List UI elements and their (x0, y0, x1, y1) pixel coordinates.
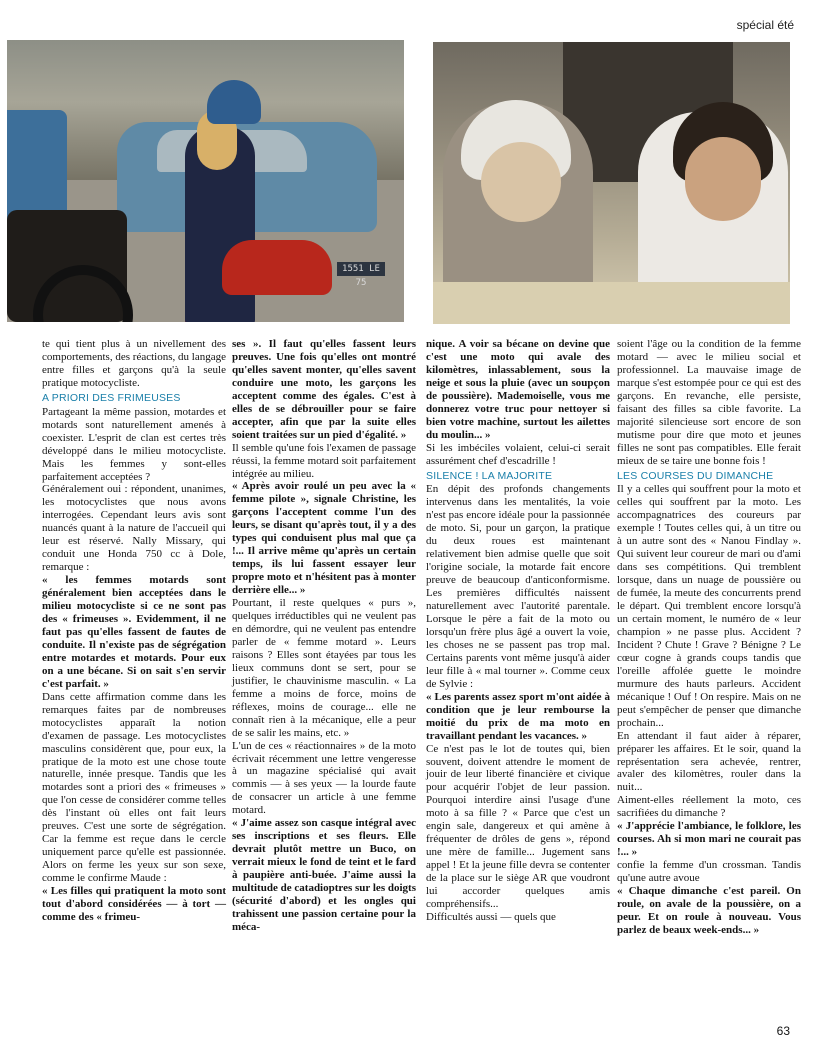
quote-bold-text: « J'aime assez son casque intégral avec ses inscriptions et ses fleurs. Elle devrait plutôt mettre un Buco, on verrait mieux le fond de teint et le fard à paupière anti-buée. J'aime aussi la multitude de catadioptres sur les doigts (sécurité d'abord) et les ongles qui trahissent une passion certaine pour la méca- (232, 817, 416, 933)
body-paragraph: soient l'âge ou la condition de la femme motard — avec le milieu social et professionnel. La mauvaise image de marque s'est estompée pour ce qui est des garçons. En revanche, elle persiste, faisant des filles sa cible favorite. La majorité silencieuse sort encore de son mutisme pour dire que moto et jeunes filles ne sont pas compatibles. Elle ferait mieux de se taire une bonne fois ! (617, 338, 801, 467)
quote-paragraph (42, 885, 226, 924)
quote-bold-text: « Chaque dimanche c'est pareil. On roule, on avale de la poussière, on a peur. Et on roule à nouveau. Vous parlez de beaux week-ends... » (617, 885, 801, 936)
quote-paragraph (232, 338, 416, 442)
body-paragraph: Si les imbéciles volaient, celui-ci serait assurément chef d'escadrille ! (426, 441, 610, 467)
body-paragraph: Généralement oui : répondent, unanimes, les motocyclistes que nous avons interrogées. Cependant leurs avis sont nuancés quant à la nature de l'accueil qui leur est réservé. Nally Missary, qui conduit une Honda 750 cc à Dole, remarque : (42, 483, 226, 574)
body-paragraph: Dans cette affirmation comme dans les remarques faites par de nombreuses motocyclistes apparaît la notion d'examen de passage. Les motocyclistes masculins considèrent que, pour eux, la pratique de la moto est une chose toute naturelle, innée presque. Tandis que les motardes sont a priori des « frimeuses » que l'on cesse de considérer comme telles dès l'instant où elles ont fait leurs preuves. C'est une sorte de ségrégation. Car la femme est reçue dans le cercle uniquement parce qu'elle est passionnée. Alors on ferme les yeux sur son sexe, comme le confirme Maude : (42, 690, 226, 885)
quote-bold-text: « Les filles qui pratiquent la moto sont tout d'abord considérées — à tort — comme des « frimeu- (42, 885, 226, 923)
section-tag: spécial été (736, 18, 794, 32)
body-paragraph: confie la femme d'un crossman. Tandis qu'une autre avoue (617, 859, 801, 885)
article-column-1 (42, 338, 226, 924)
motorcyclist-woman-photo (7, 40, 404, 322)
quote-bold-text: « Après avoir roulé un peu avec la « femme pilote », signale Christine, les garçons l'acceptent comme l'un des leurs, se disant qu'après tout, il y a des types qui conduisent plus mal que ça !... Il arrive même qu'après un certain temps, ils lui fassent essayer leur propre moto et n'hésitent pas à monter derrière elle... » (232, 480, 416, 597)
body-paragraph: En dépit des profonds changements intervenus dans les mentalités, la voie n'est pas encore idéale pour la passionnée de moto. Si, pour un garçon, la pratique du deux roues est maintenant relativement bien admise quelle que soit l'origine sociale, la motarde fait encore preuve de beaucoup d'anticonformisme. Les premières difficultés naissent naturellement avec l'autorité parentale. Lorsque le père a fait de la moto ou lorsqu'un frère plus âgé a ouvert la voie, les choses ne se passent pas trop mal. Certains parents vont même jusqu'à aider leur fille à « mal tourner ». Comme ceux de Sylvie : (426, 483, 610, 690)
license-plate: 1551 LE 75 (337, 262, 385, 276)
spectators-women-photo (433, 42, 790, 324)
body-paragraph: Ce n'est pas le lot de toutes qui, bien souvent, doivent attendre le moment de jouir de leur liberté financière et civique pour acquérir l'objet de leur passion. Pourquoi interdire ainsi l'usage d'une moto à sa fille ? « Parce que c'est un engin sale, dangereux et qui amène à fréquenter de drôles de gens », répond une mère de famille... Jugement sans appel ! Et la jeune fille devra se contenter de la place sur le siège AR que voudront lui accorder quelques amis compréhensifs... (426, 742, 610, 910)
quote-bold-text: ses ». Il faut qu'elles fassent leurs preuves. Une fois qu'elles ont montré qu'elles savent monter, qu'elles savent conduire une moto, les garçons les acceptent comme des égales. C'est à elles de se débrouiller pour se faire accepter, afin que par la suite elles soient traitées sur un pied d'égalité. » (232, 338, 416, 441)
body-paragraph: Il semble qu'une fois l'examen de passage réussi, la femme motard soit parfaitement intégrée au milieu. (232, 441, 416, 480)
section-subheading: A PRIORI DES FRIMEUSES (42, 391, 181, 404)
quote-paragraph (42, 574, 226, 691)
article-column-4 (617, 338, 801, 937)
body-paragraph: L'un de ces « réactionnaires » de la moto écrivait récemment une lettre vengeresse à un magazine spécialisé qui avait commis — à ses yeux — la lourde faute de consacrer un article à une femme motard. (232, 739, 416, 817)
body-paragraph: Aiment-elles réellement la moto, ces sacrifiées du dimanche ? (617, 794, 801, 820)
quote-bold-text: « Les parents assez sport m'ont aidée à condition que je leur rembourse la moitié du prix de ma moto en travaillant pendant les vacances. » (426, 690, 610, 742)
quote-bold-text: « J'apprécie l'ambiance, le folklore, les courses. Ah si mon mari ne courait pas !... » (617, 820, 801, 859)
quote-paragraph (617, 820, 801, 859)
quote-paragraph (426, 691, 610, 743)
quote-bold-text: nique. A voir sa bécane on devine que c'est une moto qui avale des kilomètres, inlassablement, sous la neige et sous la pluie (avec un soupçon de poussière). Mademoiselle, vous me donnerez votre truc pour nettoyer si bien votre machine, surtout les ailettes du moulin... » (426, 338, 610, 441)
quote-paragraph (232, 817, 416, 934)
section-subheading: SILENCE ! LA MAJORITE (426, 469, 553, 482)
body-paragraph: Difficultés aussi — quels que (426, 910, 556, 923)
article-column-2 (232, 338, 416, 934)
body-paragraph: Pourtant, il reste quelques « purs », quelques irréductibles qui ne veulent pas en démordre, qui ne veulent pas entendre parler de « femme motard ». Leurs raisons ? Elles sont étayées par tous les lieux communs dont se sert, pour se justifier, le chauvinisme masculin. « La femme a moins de force, moins de réflexes, moins de courage... elle ne connaît rien à la mécanique, elle a peur de se salir les mains, etc. » (232, 597, 416, 739)
body-paragraph: Il y a celles qui souffrent pour la moto et celles qui souffrent par la moto. Les accompagnatrices des coureurs par exemple ! Toutes celles qui, à un titre ou à un autre sont des « Nanou Findlay ». Qui suivent leur coureur de mari ou d'ami dans ses compétitions. Qui tremblent lorsque, dans un nuage de poussière ou de fumée, la meute des concurrents prend le départ. Qui tremblent encore lorsqu'à un certain moment, le numéro de « leur champion » ne passe plus. Accident ? Incident ? Chute ! Grave ? Bénigne ? Le cœur cogne à grands coups tandis que l'oreille affolée guette le moindre murmure des hauts parleurs. Accident mécanique ! Ouf ! On respire. Mais on ne peut s'empêcher de penser que dimanche prochain... (617, 483, 801, 729)
quote-paragraph (617, 885, 801, 937)
section-subheading: LES COURSES DU DIMANCHE (617, 469, 774, 482)
body-paragraph: Partageant la même passion, motardes et motards sont naturellement amenés à coexister. L'esprit de clan est certes très développé dans le milieu motocycliste. Mais les femmes y sont-elles parfaitement acceptées ? (42, 405, 226, 483)
page-number: 63 (776, 1024, 790, 1038)
quote-paragraph (426, 338, 610, 442)
article-column-3 (426, 338, 610, 924)
quote-bold-text: « les femmes motards sont généralement bien acceptées dans le milieu motocycliste si ce ne sont pas des « frimeuses ». Evidemment, il ne faut pas qu'elles fassent de fautes de conduite. Il n'existe pas de ségrégation entre motardes et motards. Pour eux on a une bécane. Si on sait s'en servir c'est parfait. » (42, 574, 226, 690)
body-paragraph: te qui tient plus à un nivellement des comportements, des réactions, du langage entre filles et garçons qu'à la seule pratique motocycliste. (42, 338, 226, 389)
quote-paragraph (232, 480, 416, 597)
body-paragraph: En attendant il faut aider à réparer, préparer les affaires. Et le soir, quand la représentation sera achevée, rentrer, avaler des kilomètres, rouler dans la nuit... (617, 729, 801, 794)
